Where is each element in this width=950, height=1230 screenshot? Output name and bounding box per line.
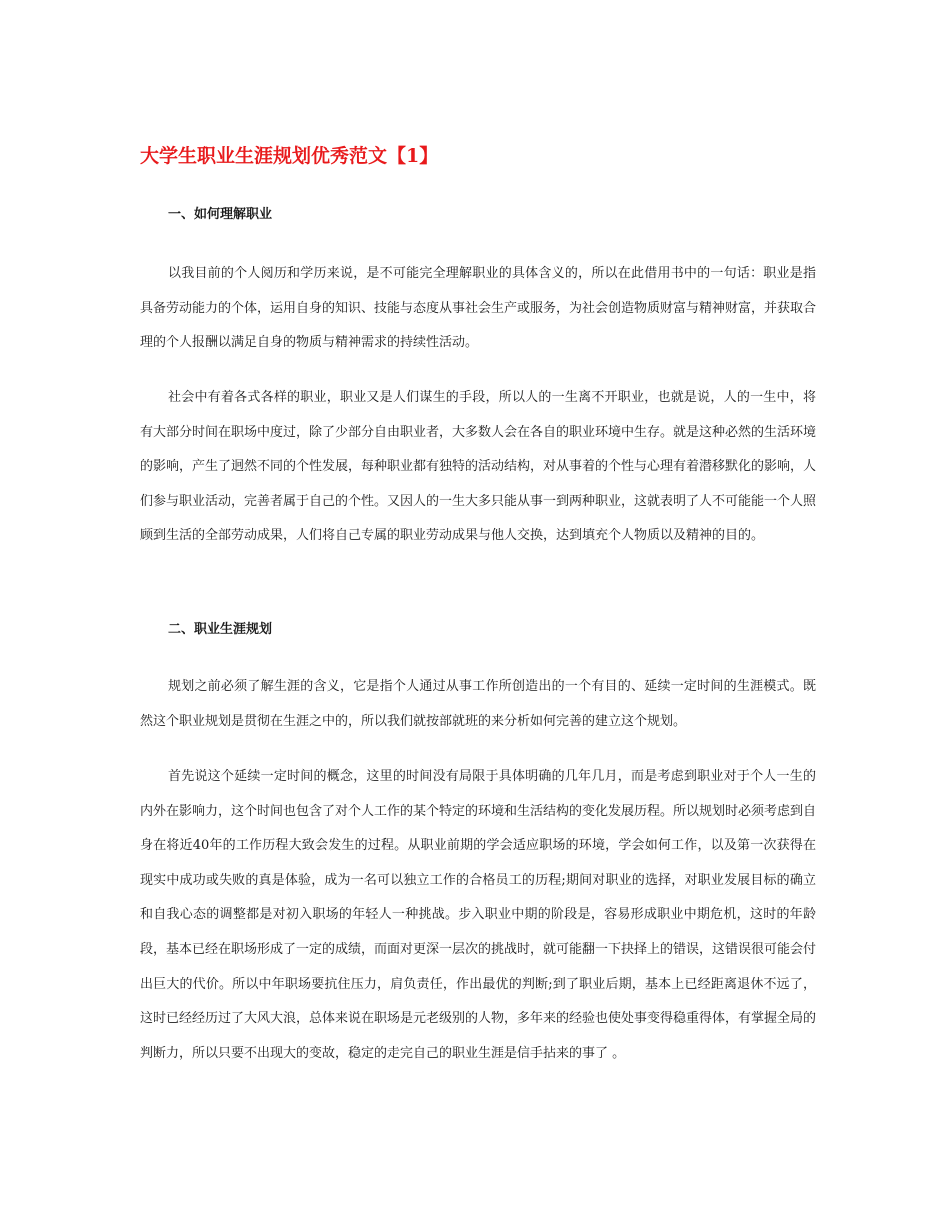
- section-heading-understanding-career: 一、如何理解职业: [168, 207, 273, 222]
- paragraph-career-in-society: 社会中有着各式各样的职业，职业又是人们谋生的手段，所以人的一生离不开职业，也就是说，人的一生中，将有大部分时间在职场中度过，除了少部分自由职业者，大多数人会在各自的职业环境中生存。就是这种必然的生活环境的影响，产生了迥然不同的个性发展，每种职业都有独特的活动结构，对从事着的个性与心理有着潜移默化的影响，人们参与职业活动，完善者属于自己的个性。又因人的一生大多只能从事一到两种职业，这就表明了人不可能能一个人照顾到生活的全部劳动成果，人们将自己专属的职业劳动成果与他人交换，达到填充个人物质以及精神的目的。: [140, 390, 817, 544]
- paragraph-career-definition: 以我目前的个人阅历和学历来说，是不可能完全理解职业的具体含义的，所以在此借用书中的一句话：职业是指具备劳动能力的个体，运用自身的知识、技能与态度从事社会生产或服务，为社会创造物质财富与精神财富，并获取合理的个人报酬以满足自身的物质与精神需求的持续性活动。: [140, 266, 817, 351]
- section-heading-career-planning: 二、职业生涯规划: [168, 622, 273, 637]
- document-title: 大学生职业生涯规划优秀范文【1】: [140, 145, 439, 167]
- paragraph-career-meaning: 规划之前必须了解生涯的含义，它是指个人通过从事工作所创造出的一个有目的、延续一定时间的生涯模式。既然这个职业规划是贯彻在生涯之中的，所以我们就按部就班的来分析如何完善的建立这个规划。: [140, 679, 816, 729]
- paragraph-career-stages: 首先说这个延续一定时间的概念，这里的时间没有局限于具体明确的几年几月，而是考虑到职业对于个人一生的内外在影响力，这个时间也包含了对个人工作的某个特定的环境和生活结构的变化发展历程。所以规划时必须考虑到自身在将近40年的工作历程大致会发生的过程。从职业前期的学会适应职场的环境，学会如何工作，以及第一次获得在现实中成功或失败的真是体验，成为一名可以独立工作的合格员工的历程;期间对职业的选择，对职业发展目标的确立和自我心态的调整都是对初入职场的年轻人一种挑战。步入职业中期的阶段是，容易形成职业中期危机，这时的年龄段，基本已经在职场形成了一定的成绩，而面对更深一层次的挑战时，就可能翻一下抉择上的错误，这错误很可能会付出巨大的代价。所以中年职场要抗住压力，肩负责任，作出最优的判断;到了职业后期，基本上已经距离退休不远了，这时已经经历过了大风大浪，总体来说在职场是元老级别的人物，多年来的经验也使处事变得稳重得体，有掌握全局的判断力，所以只要不出现大的变故，稳定的走完自己的职业生涯是信手拈来的事了 。: [140, 769, 817, 1061]
